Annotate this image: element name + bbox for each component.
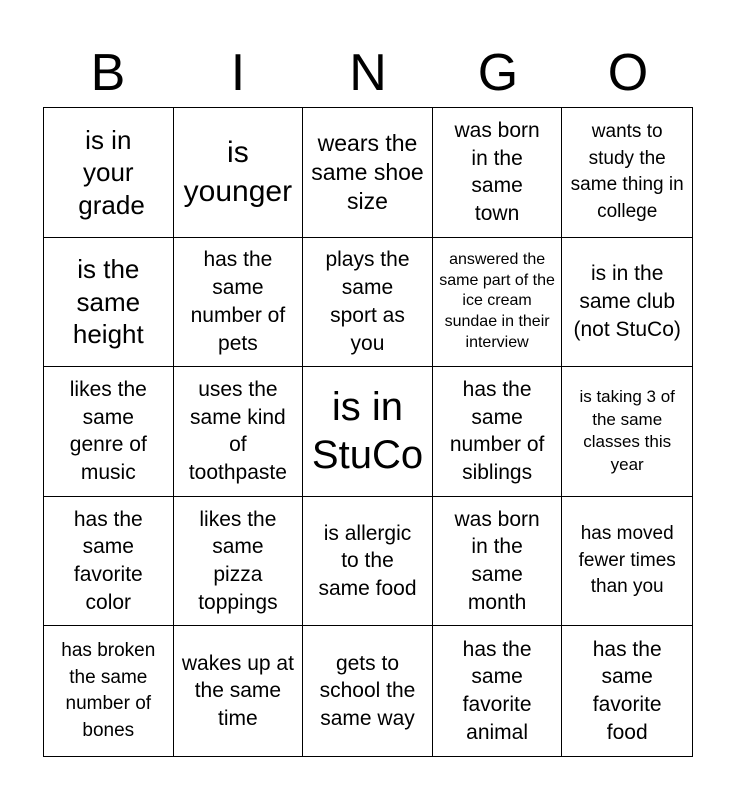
- bingo-cell-text: has moved fewer times than you: [578, 523, 676, 598]
- header-letter-g: G: [477, 44, 519, 102]
- bingo-cell-r3-c3 free-space[interactable]: [303, 367, 433, 497]
- bingo-cell-r1-c4[interactable]: [433, 108, 563, 238]
- bingo-cell-text: answered the same part of the ice cream sundae in their interview: [439, 250, 555, 352]
- bingo-cell-text: is in the same club (not StuCo): [573, 262, 681, 341]
- bingo-cell-text: has the same favorite animal: [462, 637, 532, 744]
- bingo-cell-text: is allergic to the same food: [318, 521, 417, 600]
- header-letter-o: O: [607, 44, 649, 102]
- bingo-cell-text: is taking 3 of the same classes this year: [579, 386, 675, 475]
- bingo-cell-r1-c1[interactable]: [44, 108, 174, 238]
- bingo-cell-text: was born in the same town: [454, 118, 540, 226]
- bingo-cell-text: is in your grade: [78, 124, 145, 220]
- bingo-cell-r5-c3[interactable]: [303, 626, 433, 756]
- bingo-cell-r5-c2[interactable]: [174, 626, 304, 756]
- bingo-cell-text: is in StuCo: [311, 385, 424, 478]
- bingo-cell-text: has the same favorite color: [73, 507, 143, 614]
- bingo-cell-r3-c5[interactable]: [562, 367, 692, 497]
- bingo-cell-r3-c4[interactable]: [433, 367, 563, 497]
- bingo-cell-text: was born in the same month: [454, 507, 540, 614]
- bingo-cell-text: wants to study the same thing in college: [570, 121, 684, 222]
- bingo-cell-r4-c2[interactable]: [174, 497, 304, 627]
- bingo-board: [43, 107, 693, 757]
- bingo-cell-text: has the same number of siblings: [449, 378, 545, 485]
- bingo-cell-text: uses the same kind of toothpaste: [188, 378, 287, 485]
- bingo-cell-r4-c4[interactable]: [433, 497, 563, 627]
- bingo-cell-text: is younger: [183, 136, 293, 209]
- bingo-cell-text: is the same height: [72, 254, 144, 350]
- bingo-cell-text: has the same number of pets: [190, 248, 286, 355]
- bingo-cell-r2-c4[interactable]: [433, 238, 563, 368]
- bingo-cell-text: wears the same shoe size: [311, 130, 424, 214]
- bingo-cell-text: likes the same genre of music: [69, 378, 147, 485]
- bingo-cell-r4-c5[interactable]: [562, 497, 692, 627]
- bingo-header: [43, 38, 693, 108]
- bingo-cell-text: has the same favorite food: [592, 637, 662, 744]
- header-letter-i: I: [230, 44, 246, 102]
- bingo-cell-r2-c2[interactable]: [174, 238, 304, 368]
- bingo-cell-text: plays the same sport as you: [325, 248, 410, 355]
- bingo-cell-r1-c3[interactable]: [303, 108, 433, 238]
- bingo-cell-r2-c1[interactable]: [44, 238, 174, 368]
- bingo-cell-r5-c1[interactable]: [44, 626, 174, 756]
- bingo-cell-r1-c5[interactable]: [562, 108, 692, 238]
- bingo-cell-r5-c4[interactable]: [433, 626, 563, 756]
- bingo-cell-r2-c5[interactable]: [562, 238, 692, 368]
- bingo-cell-text: gets to school the same way: [319, 651, 416, 731]
- header-letter-n: N: [349, 44, 387, 102]
- bingo-cell-text: wakes up at the same time: [181, 651, 294, 731]
- bingo-cell-r5-c5[interactable]: [562, 626, 692, 756]
- bingo-cell-text: has broken the same number of bones: [61, 640, 156, 741]
- bingo-cell-r3-c1[interactable]: [44, 367, 174, 497]
- bingo-cell-r2-c3[interactable]: [303, 238, 433, 368]
- bingo-cell-text: likes the same pizza toppings: [198, 507, 278, 614]
- header-letter-b: B: [90, 44, 126, 102]
- bingo-cell-r3-c2[interactable]: [174, 367, 304, 497]
- bingo-cell-r4-c1[interactable]: [44, 497, 174, 627]
- bingo-cell-r1-c2[interactable]: [174, 108, 304, 238]
- bingo-cell-r4-c3[interactable]: [303, 497, 433, 627]
